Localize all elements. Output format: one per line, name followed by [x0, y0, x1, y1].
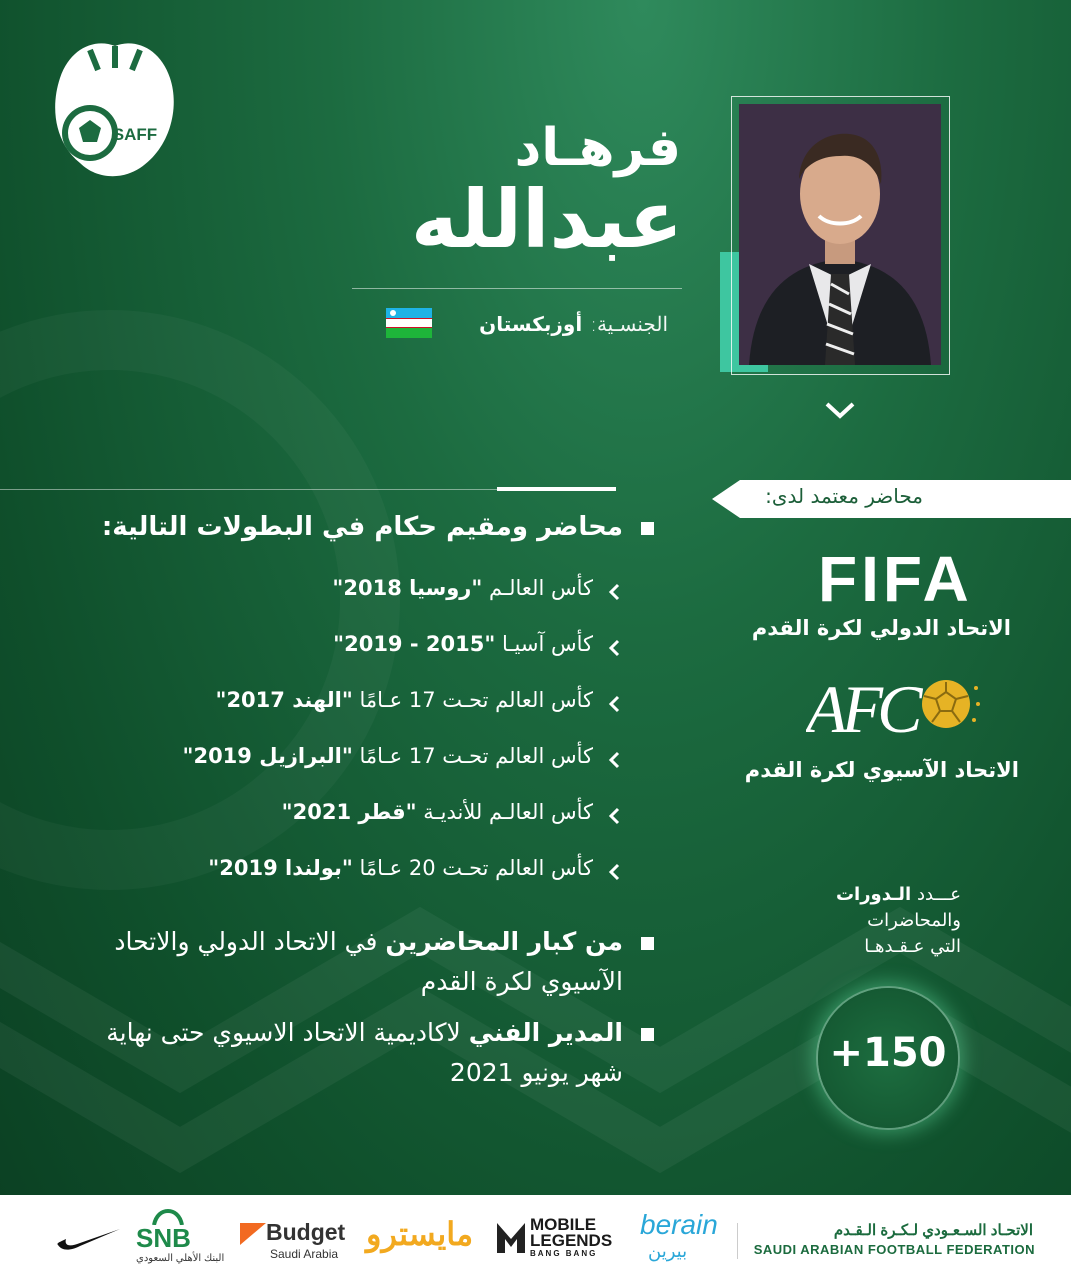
- federation-name-ar: الاتحـاد السـعـودي لـكـرة الـقـدم: [833, 1222, 1033, 1239]
- technical-director-paragraph: [63, 1013, 623, 1093]
- senior-lecturer-paragraph: [63, 922, 623, 1002]
- mobile-legends-line3: BANG BANG: [530, 1249, 598, 1258]
- stat-label-line2: والمحاضرات: [867, 910, 961, 931]
- para1-bold: من كبار المحاضرين: [385, 927, 623, 956]
- nike-swoosh-icon: [56, 1229, 120, 1251]
- stat-label-line3: التي عـقـدهـا: [864, 936, 961, 957]
- chevron-left-icon: [608, 807, 620, 825]
- fifa-logo: FIFA: [818, 543, 973, 615]
- profile-photo: [739, 104, 941, 365]
- mobile-legends-icon: [495, 1219, 527, 1255]
- stat-label-bold: الـدورات: [835, 884, 912, 905]
- para1-rest: في الاتحاد الدولي والاتحاد الآسيوي لكرة القدم: [114, 927, 623, 996]
- last-name: عبدالله: [410, 173, 683, 266]
- chevron-left-icon: [608, 863, 620, 881]
- nationality-row: [479, 312, 668, 336]
- tournament-highlight: "البرازيل 2019": [182, 744, 353, 768]
- afc-logo-text: AFC: [806, 674, 917, 740]
- mobile-legends-line1: MOBILE: [530, 1215, 597, 1234]
- tournament-highlight: "الهند 2017": [215, 688, 353, 712]
- tournament-item: [215, 688, 593, 712]
- footer-divider: [737, 1223, 738, 1259]
- fifa-name: الاتحاد الدولي لكرة القدم: [751, 616, 1011, 640]
- tournament-text: كأس العالم تحـت 17 عـامًا: [352, 744, 593, 768]
- bullet-icon: [641, 522, 654, 535]
- saff-logo-text: SAFF: [112, 125, 158, 144]
- chevron-down-icon: [822, 398, 858, 422]
- sponsors-footer: [0, 1195, 1071, 1280]
- budget-logo: Budget: [266, 1219, 346, 1245]
- tournament-text: كأس آسيـا: [495, 632, 593, 656]
- berain-logo: berain: [640, 1209, 718, 1240]
- para2-rest: لاكاديمية الاتحاد الاسيوي حتى نهاية شهر يونيو 2021: [106, 1018, 623, 1087]
- budget-sub: Saudi Arabia: [270, 1247, 339, 1261]
- berain-logo-ar: بيرين: [648, 1241, 688, 1261]
- tournament-text: كأس العالم تحـت 20 عـامًا: [352, 856, 593, 880]
- chevron-left-icon: [608, 695, 620, 713]
- accredited-label: محاضر معتمد لدى:: [765, 484, 923, 508]
- budget-icon: [240, 1223, 266, 1245]
- tournaments-heading: محاضر ومقيم حكام في البطولات التالية:: [101, 512, 623, 542]
- snb-logo: SNB: [136, 1223, 191, 1253]
- chevron-left-icon: [608, 583, 620, 601]
- snb-sub: البنك الأهلي السعودي: [136, 1253, 225, 1264]
- tournament-text: كأس العالـم: [482, 576, 593, 600]
- para2-bold: المدير الفني: [468, 1018, 623, 1047]
- tournament-highlight: "قطر 2021": [281, 800, 417, 824]
- courses-count-label: [801, 882, 961, 960]
- nationality-value: أوزبكستان: [479, 312, 583, 336]
- tournament-item: [282, 800, 593, 824]
- tournament-highlight: "روسيا 2018": [332, 576, 483, 600]
- afc-name: الاتحاد الآسيوي لكرة القدم: [744, 758, 1019, 782]
- chevron-left-icon: [608, 639, 620, 657]
- saff-logo: [40, 38, 190, 183]
- profile-photo-image: [739, 104, 941, 365]
- tournament-text: كأس العالـم للأنديـة: [416, 800, 593, 824]
- uzbekistan-flag-icon: [386, 308, 432, 338]
- maestro-logo: مايسترو: [366, 1216, 474, 1252]
- bullet-icon: [641, 937, 654, 950]
- name-divider: [352, 288, 682, 289]
- tournament-highlight: "بولندا 2019": [208, 856, 353, 880]
- stat-label-part: عـــدد: [916, 884, 961, 905]
- tournament-item: [208, 856, 593, 880]
- mobile-legends-line2: LEGENDS: [530, 1231, 613, 1250]
- afc-logo: [806, 674, 981, 740]
- nationality-label: الجنسـية:: [590, 312, 668, 336]
- federation-name-en: SAUDI ARABIAN FOOTBALL FEDERATION: [753, 1242, 1035, 1257]
- courses-count-value: +150: [829, 1030, 947, 1076]
- tournament-item: [333, 632, 593, 656]
- tournament-text: كأس العالم تحـت 17 عـامًا: [352, 688, 593, 712]
- chevron-left-icon: [608, 751, 620, 769]
- first-name: فرهـاد: [514, 118, 681, 178]
- bullet-icon: [641, 1028, 654, 1041]
- tournament-item: [332, 576, 593, 600]
- section-divider-accent: [497, 487, 616, 491]
- mobile-legends-logo: [530, 1217, 612, 1258]
- tournament-item: [183, 744, 594, 768]
- tournament-highlight: "2015 - 2019": [333, 632, 496, 656]
